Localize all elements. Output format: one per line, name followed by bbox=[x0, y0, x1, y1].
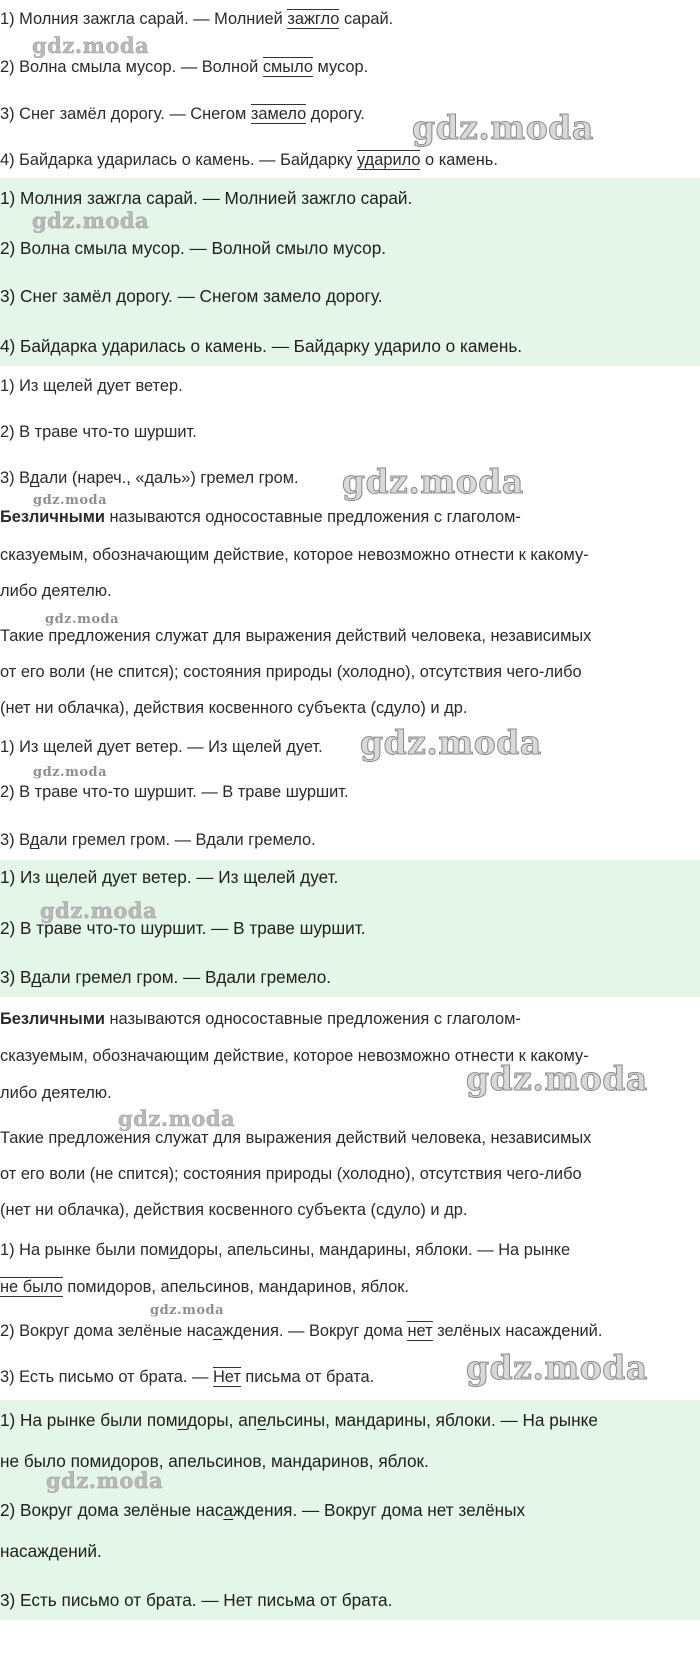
watermark: gdz.moda bbox=[46, 1468, 164, 1493]
watermark: gdz.moda bbox=[40, 898, 158, 923]
watermark: gdz.moda bbox=[342, 462, 524, 501]
theory-line: Такие предложения служат для выражения действий человека, независимых bbox=[0, 1129, 592, 1147]
watermark: gdz.moda bbox=[150, 1303, 225, 1318]
answer-line: 2) В траве что-то шуршит. — В траве шуршит. bbox=[0, 918, 366, 938]
answer-line: 3) Есть письмо от брата. — Нет письма от брата. bbox=[0, 1590, 393, 1610]
answer-line: 1) На рынке были помидоры, апельсины, мандарины, яблоки. — На рынке bbox=[0, 1410, 598, 1430]
watermark: gdz.moda bbox=[412, 108, 594, 147]
answer-line: не было помидоров, апельсинов, мандаринов, яблок. bbox=[0, 1451, 429, 1471]
theory-line: сказуемым, обозначающим действие, которое невозможно отнести к какому- bbox=[0, 546, 589, 564]
exercise-line: 4) Байдарка ударилась о камень. — Байдарку ударило о камень. bbox=[0, 151, 498, 169]
theory-line: Безличными называются односоставные предложения с глаголом- bbox=[0, 1010, 521, 1028]
exercise-line: 2) Вокруг дома зелёные насаждения. — Вокруг дома нет зелёных насаждений. bbox=[0, 1322, 603, 1340]
theory-line: (нет ни облачка), действия косвенного субъекта (сдуло) и др. bbox=[0, 699, 468, 717]
answer-line: 2) Вокруг дома зелёные насаждения. — Вокруг дома нет зелёных bbox=[0, 1500, 526, 1520]
theory-line: либо деятелю. bbox=[0, 1084, 112, 1102]
answer-line: 1) Молния зажгла сарай. — Молнией зажгло сарай. bbox=[0, 188, 413, 208]
watermark: gdz.moda bbox=[32, 208, 150, 233]
exercise-line: 3) Вдали (нареч., «даль») гремел гром. bbox=[0, 469, 299, 487]
answer-line: 4) Байдарка ударилась о камень. — Байдарку ударило о камень. bbox=[0, 336, 523, 356]
answer-line: 3) Вдали гремел гром. — Вдали гремело. bbox=[0, 967, 332, 987]
exercise-line: 3) Вдали гремел гром. — Вдали гремело. bbox=[0, 831, 316, 849]
watermark: gdz.moda bbox=[466, 1348, 648, 1387]
exercise-line: 1) Из щелей дует ветер. bbox=[0, 377, 183, 395]
exercise-line: 2) В траве что-то шуршит. — В траве шуршит. bbox=[0, 783, 349, 801]
watermark: gdz.moda bbox=[466, 1059, 648, 1098]
answer-line: 1) Из щелей дует ветер. — Из щелей дует. bbox=[0, 867, 339, 887]
exercise-line: 3) Снег замёл дорогу. — Снегом замело дорогу. bbox=[0, 105, 365, 123]
theory-line: сказуемым, обозначающим действие, которое невозможно отнести к какому- bbox=[0, 1047, 589, 1065]
exercise-line: 1) Из щелей дует ветер. — Из щелей дует. bbox=[0, 738, 323, 756]
exercise-line: 2) Волна смыла мусор. — Волной смыло мусор. bbox=[0, 58, 369, 76]
theory-line: от его воли (не спится); состояния природы (холодно), отсутствия чего-либо bbox=[0, 1165, 582, 1183]
answer-line: 2) Волна смыла мусор. — Волной смыло мусор. bbox=[0, 238, 387, 258]
answer-line: насаждений. bbox=[0, 1541, 102, 1561]
exercise-line: 1) На рынке были помидоры, апельсины, мандарины, яблоки. — На рынке bbox=[0, 1241, 571, 1259]
theory-line: Безличными называются односоставные предложения с глаголом- bbox=[0, 508, 521, 526]
theory-line: (нет ни облачка), действия косвенного субъекта (сдуло) и др. bbox=[0, 1201, 468, 1219]
exercise-line: 1) Молния зажгла сарай. — Молнией зажгло сарай. bbox=[0, 10, 394, 28]
answer-line: 3) Снег замёл дорогу. — Снегом замело дорогу. bbox=[0, 286, 383, 306]
watermark: gdz.moda bbox=[360, 723, 542, 762]
watermark: gdz.moda bbox=[33, 765, 108, 780]
watermark: gdz.moda bbox=[118, 1106, 236, 1131]
exercise-line: 2) В траве что-то шуршит. bbox=[0, 423, 197, 441]
theory-line: от его воли (не спится); состояния природы (холодно), отсутствия чего-либо bbox=[0, 663, 582, 681]
exercise-line: не было помидоров, апельсинов, мандаринов, яблок. bbox=[0, 1278, 409, 1296]
watermark: gdz.moda bbox=[32, 33, 150, 58]
watermark: gdz.moda bbox=[33, 493, 108, 508]
theory-line: Такие предложения служат для выражения действий человека, независимых bbox=[0, 627, 592, 645]
watermark: gdz.moda bbox=[45, 612, 120, 627]
theory-line: либо деятелю. bbox=[0, 582, 112, 600]
exercise-line: 3) Есть письмо от брата. — Нет письма от брата. bbox=[0, 1368, 375, 1386]
